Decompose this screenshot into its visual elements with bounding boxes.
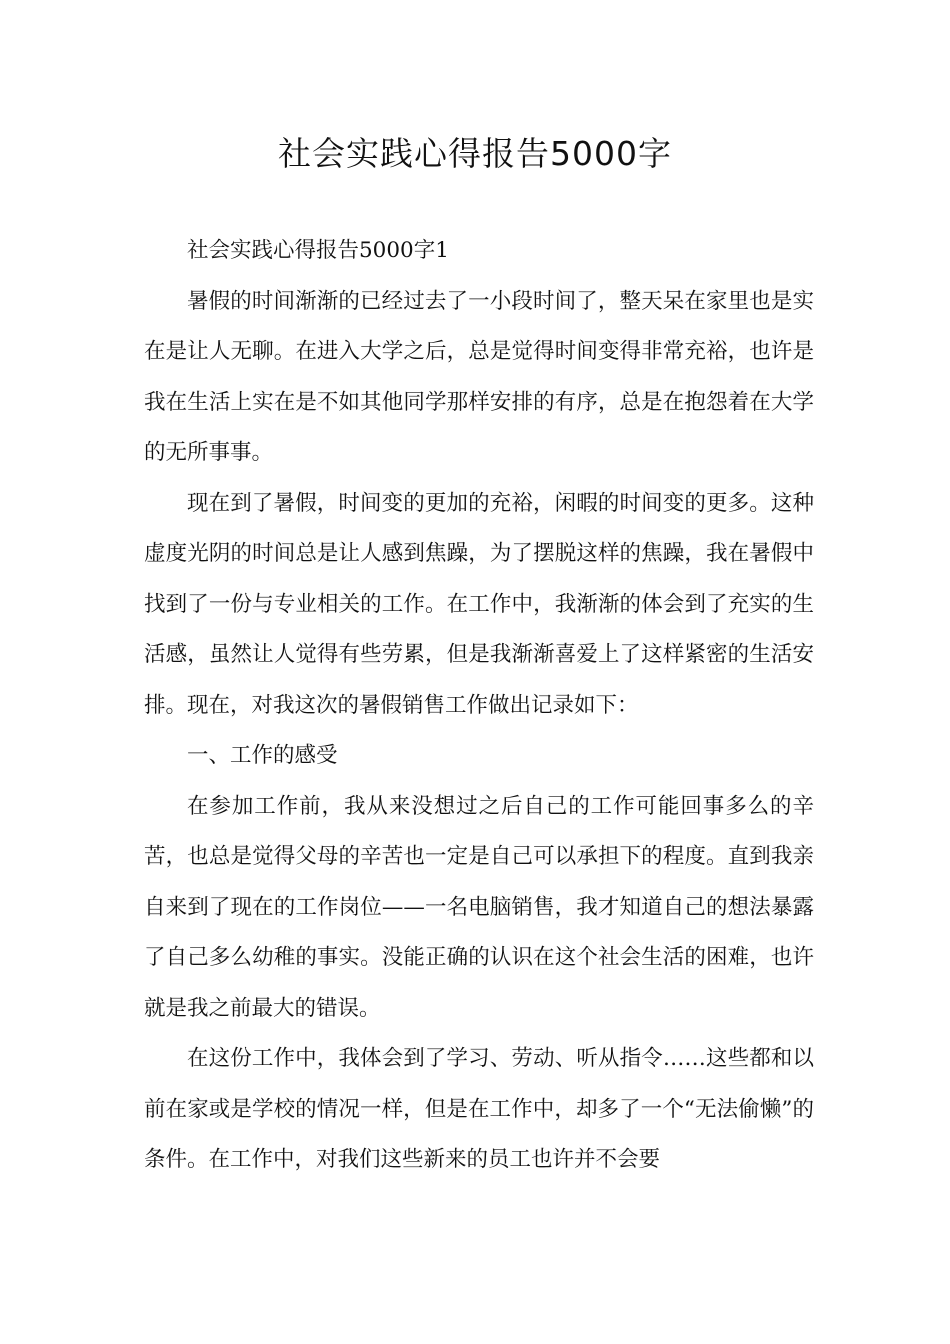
section-heading: 一、工作的感受: [187, 743, 338, 768]
paragraph-4: 在这份工作中，我体会到了学习、劳动、听从指令……这些都和以前在家或是学校的情况一样，但是在工作中，却多了一个“无法偷懒”的条件。在工作中，对我们这些新来的员工也许并不会要: [144, 1046, 814, 1172]
paragraph-3: 在参加工作前，我从来没想过之后自己的工作可能回事多么的辛苦，也总是觉得父母的辛苦也一定是自己可以承担下的程度。直到我亲自来到了现在的工作岗位——一名电脑销售，我才知道自己的想法暴露了自己多么幼稚的事实。没能正确的认识在这个社会生活的困难，也许就是我之前最大的错误。: [144, 793, 814, 1021]
paragraph-2: 现在到了暑假，时间变的更加的充裕，闲暇的时间变的更多。这种虚度光阴的时间总是让人感到焦躁，为了摆脱这样的焦躁，我在暑假中找到了一份与专业相关的工作。在工作中，我渐渐的体会到了充实的生活感，虽然让人觉得有些劳累，但是我渐渐喜爱上了这样紧密的生活安排。现在，对我这次的暑假销售工作做出记录如下：: [144, 490, 814, 718]
paragraph-1: 暑假的时间渐渐的已经过去了一小段时间了，整天呆在家里也是实在是让人无聊。在进入大学之后，总是觉得时间变得非常充裕，也许是我在生活上实在是不如其他同学那样安排的有序，总是在抱怨着在大学的无所事事。: [144, 288, 814, 465]
report-subtitle: 社会实践心得报告5000字1: [187, 238, 449, 263]
document-body: [144, 226, 814, 1186]
document-title: 社会实践心得报告5000字: [278, 134, 672, 173]
